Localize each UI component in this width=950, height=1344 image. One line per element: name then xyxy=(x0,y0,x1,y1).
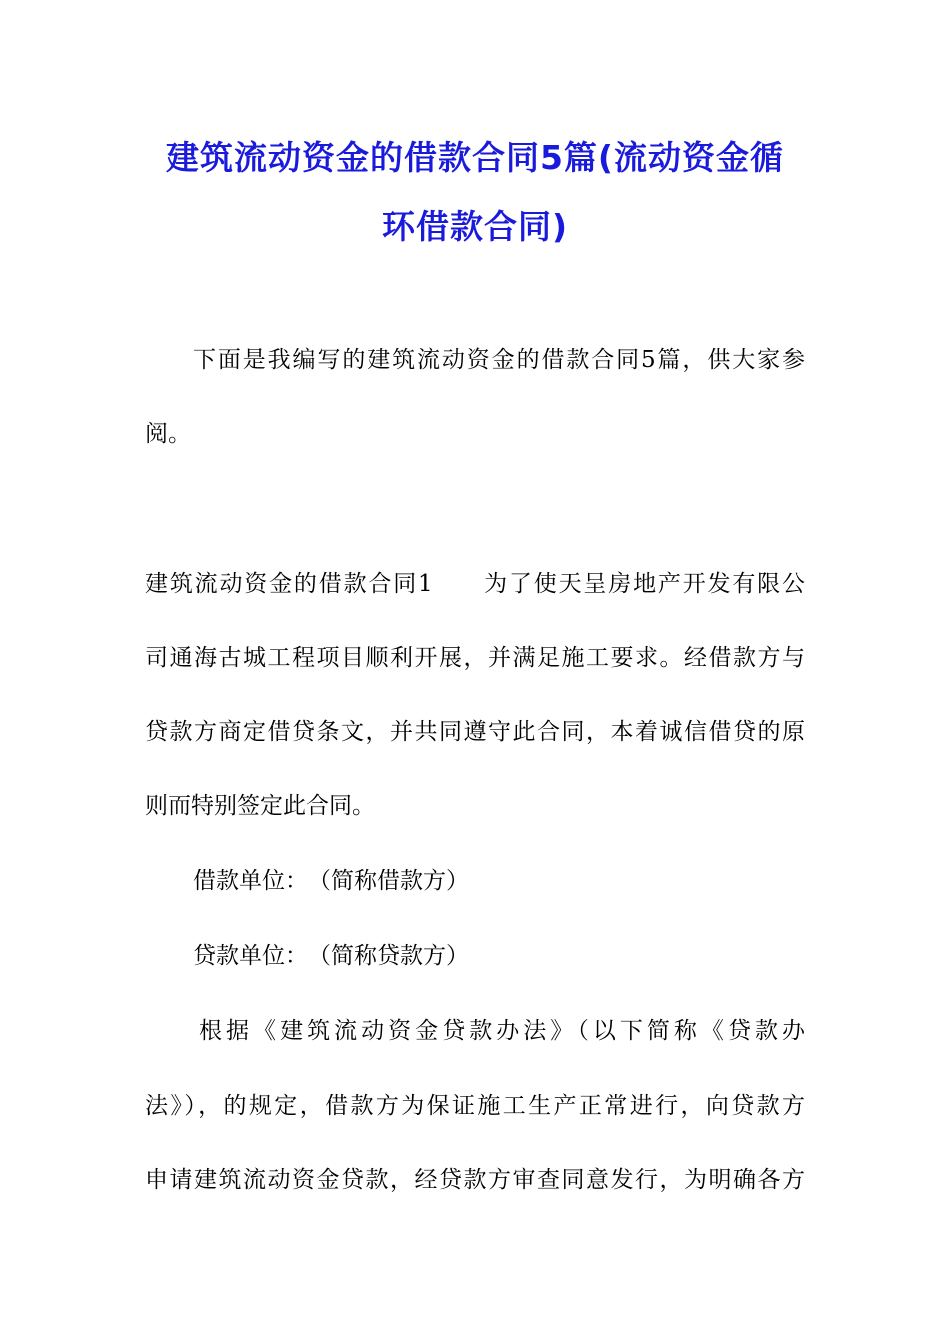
basis-paragraph-line-2: 法》），的规定，借款方为保证施工生产正常进行，向贷款方 xyxy=(145,1093,805,1119)
section-1-line-4: 则而特别签定此合同。 xyxy=(145,793,375,819)
borrower-unit-line: 借款单位： （简称借款方） xyxy=(193,868,469,894)
section-1-line-1: 建筑流动资金的借款合同1 为了使天呈房地产开发有限公 xyxy=(145,571,805,597)
intro-paragraph-line-1: 下面是我编写的建筑流动资金的借款合同5篇，供大家参 xyxy=(193,347,805,373)
document-title-line-2: 环借款合同) xyxy=(381,207,569,246)
basis-paragraph-line-1: 根据《建筑流动资金贷款办法》（以下简称《贷款办 xyxy=(199,1018,805,1044)
lender-unit-line: 贷款单位： （简称贷款方） xyxy=(193,943,469,969)
document-title-line-1: 建筑流动资金的借款合同5篇(流动资金循 xyxy=(165,138,785,177)
intro-paragraph-line-2: 阅。 xyxy=(145,421,191,447)
section-1-line-2: 司通海古城工程项目顺利开展，并满足施工要求。经借款方与 xyxy=(145,645,805,671)
section-1-line-3: 贷款方商定借贷条文，并共同遵守此合同，本着诚信借贷的原 xyxy=(145,719,805,745)
basis-paragraph-line-3: 申请建筑流动资金贷款，经贷款方审查同意发行，为明确各方 xyxy=(145,1167,805,1193)
